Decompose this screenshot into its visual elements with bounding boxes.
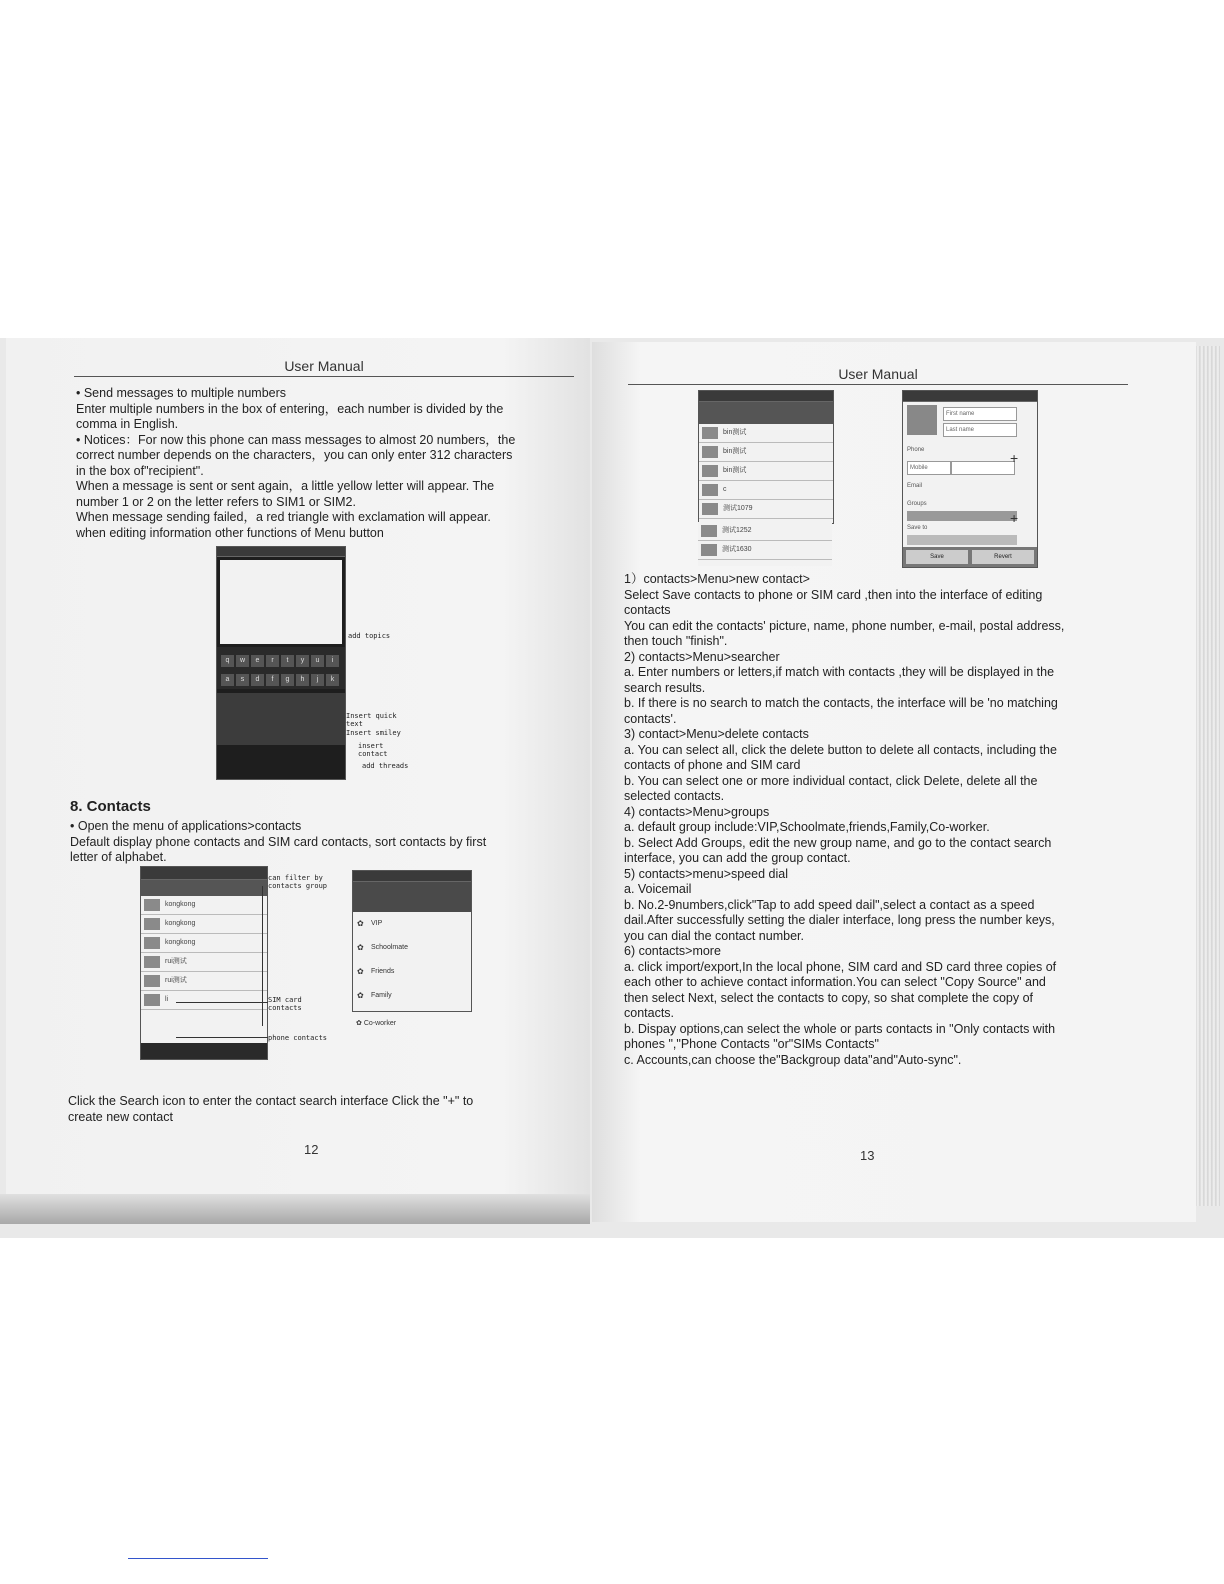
contact-row [698, 522, 832, 541]
contact-name: 测试1252 [722, 527, 752, 534]
callout-line [262, 886, 263, 1026]
contact-avatar [144, 937, 160, 949]
group-row [353, 936, 471, 960]
text-line: then touch "finish". [624, 634, 728, 648]
new-contact-screenshot [902, 390, 1038, 568]
search-contacts-continued [698, 522, 832, 566]
text-line: 1）contacts>Menu>new contact> [624, 572, 810, 586]
form-button-bar [903, 547, 1037, 567]
phone-number-field [951, 461, 1015, 475]
contact-avatar [144, 975, 160, 987]
text-line: then select Next, select the contacts to copy, so shat complete the copy of [624, 990, 1034, 1005]
key: w [236, 655, 249, 667]
group-icon: ✿ [357, 943, 364, 952]
text-line: When message sending failed，a red triangle with exclamation will appear. [76, 510, 491, 524]
first-name-field: First name [943, 407, 1017, 421]
text-line: 3) contact>Menu>delete contacts [624, 727, 809, 741]
text-line: Default display phone contacts and SIM card contacts, sort contacts by first [70, 834, 487, 849]
text-line: You can edit the contacts' picture, name, phone number, e-mail, postal address, [624, 618, 1065, 633]
left-page [6, 338, 590, 1218]
group-row [352, 1012, 470, 1036]
text-line: contacts of phone and SIM card [624, 758, 801, 772]
callout-line [176, 1002, 268, 1003]
text-line: selected contacts. [624, 789, 725, 803]
contact-name: bin测试 [723, 448, 747, 455]
keyboard-row-2 [220, 668, 342, 687]
right-page [592, 342, 1196, 1222]
contact-avatar [702, 503, 718, 515]
contact-row [698, 541, 832, 560]
search-instructions-text [68, 1094, 568, 1125]
email-label: Email [907, 483, 923, 489]
text-line: a. default group include:VIP,Schoolmate,friends,Family,Co-worker. [624, 820, 990, 834]
text-line: a. click import/export,In the local phone, SIM card and SD card three copies of [624, 959, 1057, 974]
group-name: Friends [371, 968, 395, 975]
contact-avatar [702, 465, 718, 477]
contact-avatar [144, 956, 160, 968]
group-name: Family [371, 992, 392, 999]
book-spread [0, 338, 1224, 1238]
key: u [311, 655, 324, 667]
footer-rule [128, 1558, 268, 1559]
contact-avatar [144, 994, 160, 1006]
contact-name: bin测试 [723, 429, 747, 436]
contact-row [141, 953, 267, 972]
callout-add-threads: add threads [362, 762, 409, 770]
callout-add-topics: add topics [348, 632, 391, 640]
contact-avatar [702, 446, 718, 458]
contact-avatar [702, 484, 718, 496]
contact-row [141, 934, 267, 953]
contact-row [699, 500, 833, 519]
contact-row [141, 991, 267, 1010]
contact-row [699, 443, 833, 462]
contacts-tab-bar [141, 880, 267, 896]
contact-row [141, 896, 267, 915]
contact-avatar [701, 544, 717, 556]
contact-name: kongkong [165, 939, 196, 946]
phone-type-field: Mobile [907, 461, 951, 475]
key: r [266, 655, 279, 667]
callout-sim-contacts: SIM card contacts [268, 996, 302, 1012]
revert-button: Revert [972, 550, 1034, 564]
contact-name: rui测试 [165, 977, 187, 984]
options-menu [217, 693, 345, 745]
group-name: VIP [371, 920, 383, 927]
text-line: • Send messages to multiple numbers [76, 386, 287, 400]
search-bar [699, 402, 833, 424]
contact-name: rui测试 [165, 958, 187, 965]
key: h [296, 674, 309, 686]
callout-phone-contacts: phone contacts [268, 1034, 328, 1042]
contact-row [699, 462, 833, 481]
save-button: Save [906, 550, 968, 564]
contact-name: c [723, 486, 727, 493]
left-page-header: User Manual [74, 358, 574, 377]
text-line: b. Dispay options,can select the whole or parts contacts in "Only contacts with [624, 1021, 1056, 1036]
key: y [296, 655, 309, 667]
text-line: a. Voicemail [624, 882, 692, 896]
left-intro-text [76, 386, 576, 541]
text-line: b. No.2-9numbers,click"Tap to add speed dail",select a contact as a speed [624, 897, 1035, 912]
add-email-plus-icon: + [1010, 510, 1019, 526]
text-line: phones ","Phone Contacts "or"SIMs Contacts" [624, 1037, 879, 1051]
text-line: interface, you can add the group contact. [624, 851, 851, 865]
text-line: c. Accounts,can choose the"Backgroup data"and"Auto-sync". [624, 1052, 962, 1067]
phone-label: Phone [907, 447, 925, 453]
contact-row [699, 424, 833, 443]
contact-row [141, 972, 267, 991]
status-bar [353, 871, 471, 882]
groups-select [907, 511, 1017, 521]
key: g [281, 674, 294, 686]
group-row [353, 912, 471, 936]
text-line: 4) contacts>Menu>groups [624, 804, 770, 819]
text-line: comma in English. [76, 417, 179, 431]
key: d [251, 674, 264, 686]
key: i [326, 655, 339, 667]
message-editor-area [220, 560, 342, 644]
text-line: correct number depends on the characters，you can only enter 312 characters [76, 448, 513, 462]
contact-name: 测试1079 [723, 505, 753, 512]
contact-row [699, 481, 833, 500]
contact-name: 测试1630 [722, 546, 752, 553]
text-line: • Open the menu of applications>contacts [70, 819, 302, 833]
contact-avatar [144, 918, 160, 930]
page-number-left: 12 [304, 1142, 319, 1157]
group-icon: ✿ [357, 991, 364, 1000]
text-line: contacts [624, 603, 671, 617]
group-row [353, 960, 471, 984]
key: t [281, 655, 294, 667]
text-line: b. You can select one or more individual contact, click Delete, delete all the [624, 773, 1038, 788]
text-line: when editing information other functions of Menu button [76, 525, 384, 540]
text-line: Click the Search icon to enter the contact search interface Click the "+" to [68, 1094, 474, 1108]
status-bar [903, 391, 1037, 402]
text-line: dail.After successfully setting the dialer interface, long press the number keys, [624, 913, 1055, 927]
right-page-header: User Manual [628, 366, 1128, 385]
group-icon: ✿ [357, 967, 364, 976]
contact-name: kongkong [165, 901, 196, 908]
key: e [251, 655, 264, 667]
text-line: contacts. [624, 1006, 675, 1020]
text-line: letter of alphabet. [70, 850, 167, 864]
group-icon: ✿ [357, 919, 364, 928]
text-line: 2) contacts>Menu>searcher [624, 649, 780, 664]
groups-header [353, 882, 471, 912]
contacts-intro-text [70, 819, 570, 866]
group-icon: ✿ [356, 1020, 362, 1027]
contacts-bottom-bar [141, 1043, 267, 1059]
status-bar [217, 547, 345, 557]
callout-insert-smiley: Insert smiley [346, 729, 401, 737]
search-contacts-screenshot [698, 390, 834, 524]
contact-photo-placeholder [907, 405, 937, 435]
text-line: 5) contacts>menu>speed dial [624, 866, 788, 881]
contact-row [141, 915, 267, 934]
text-line: • Notices：For now this phone can mass messages to almost 20 numbers，the [76, 432, 516, 447]
messaging-screenshot [216, 546, 346, 780]
callout-line [176, 1037, 268, 1038]
text-line: b. If there is no search to match the contacts, the interface will be 'no matching [624, 696, 1058, 710]
text-line: in the box of"recipient". [76, 463, 204, 478]
group-name: Schoolmate [371, 944, 408, 951]
contact-name: li [165, 996, 169, 1003]
save-to-label: Save to [907, 525, 928, 531]
text-line: Enter multiple numbers in the box of entering，each number is divided by the [76, 401, 504, 416]
binding-shadow [0, 1194, 590, 1224]
status-bar [141, 867, 267, 880]
page-edges [1196, 346, 1220, 1206]
callout-filter-group: can filter by contacts group [268, 874, 328, 890]
groups-label: Groups [907, 501, 927, 507]
group-row [353, 984, 471, 1008]
text-line: search results. [624, 680, 706, 695]
text-line: Select Save contacts to phone or SIM card ,then into the interface of editing [624, 587, 1043, 602]
text-line: a. You can select all, click the delete button to delete all contacts, including the [624, 742, 1057, 757]
save-to-select [907, 535, 1017, 545]
text-line: you can dial the contact number. [624, 928, 804, 943]
contact-avatar [702, 427, 718, 439]
key: s [236, 674, 249, 686]
text-line: 6) contacts>more [624, 944, 721, 958]
text-line: a. Enter numbers or letters,if match with contacts ,they will be displayed in the [624, 665, 1055, 679]
status-bar [699, 391, 833, 402]
keyboard [217, 647, 345, 689]
text-line: create new contact [68, 1109, 173, 1124]
callout-insert-quick-text: Insert quick text [346, 712, 397, 728]
text-line: number 1 or 2 on the letter refers to SIM1 or SIM2. [76, 494, 356, 509]
contact-avatar [144, 899, 160, 911]
text-line: contacts'. [624, 711, 677, 726]
keyboard-row-1 [220, 649, 342, 668]
text-line: When a message is sent or sent again，a little yellow letter will appear. The [76, 479, 495, 493]
key: q [221, 655, 234, 667]
callout-insert-contact: insert contact [358, 742, 388, 758]
key: j [311, 674, 324, 686]
section-heading-contacts: 8. Contacts [70, 798, 151, 815]
last-name-field: Last name [943, 423, 1017, 437]
add-phone-plus-icon: + [1010, 450, 1019, 466]
contact-name: bin测试 [723, 467, 747, 474]
key: a [221, 674, 234, 686]
groups-screenshot [352, 870, 472, 1012]
contacts-list-screenshot [140, 866, 268, 1060]
group-name: Co-worker [363, 1020, 397, 1027]
contact-name: kongkong [165, 920, 196, 927]
text-line: each other to achieve contact information.You can select "Copy Source" and [624, 975, 1046, 989]
key: k [326, 674, 339, 686]
key: f [266, 674, 279, 686]
contact-avatar [701, 525, 717, 537]
text-line: b. Select Add Groups, edit the new group name, and go to the contact search [624, 835, 1052, 850]
page-number-right: 13 [860, 1148, 875, 1163]
contacts-menu-instructions [624, 572, 1164, 1068]
